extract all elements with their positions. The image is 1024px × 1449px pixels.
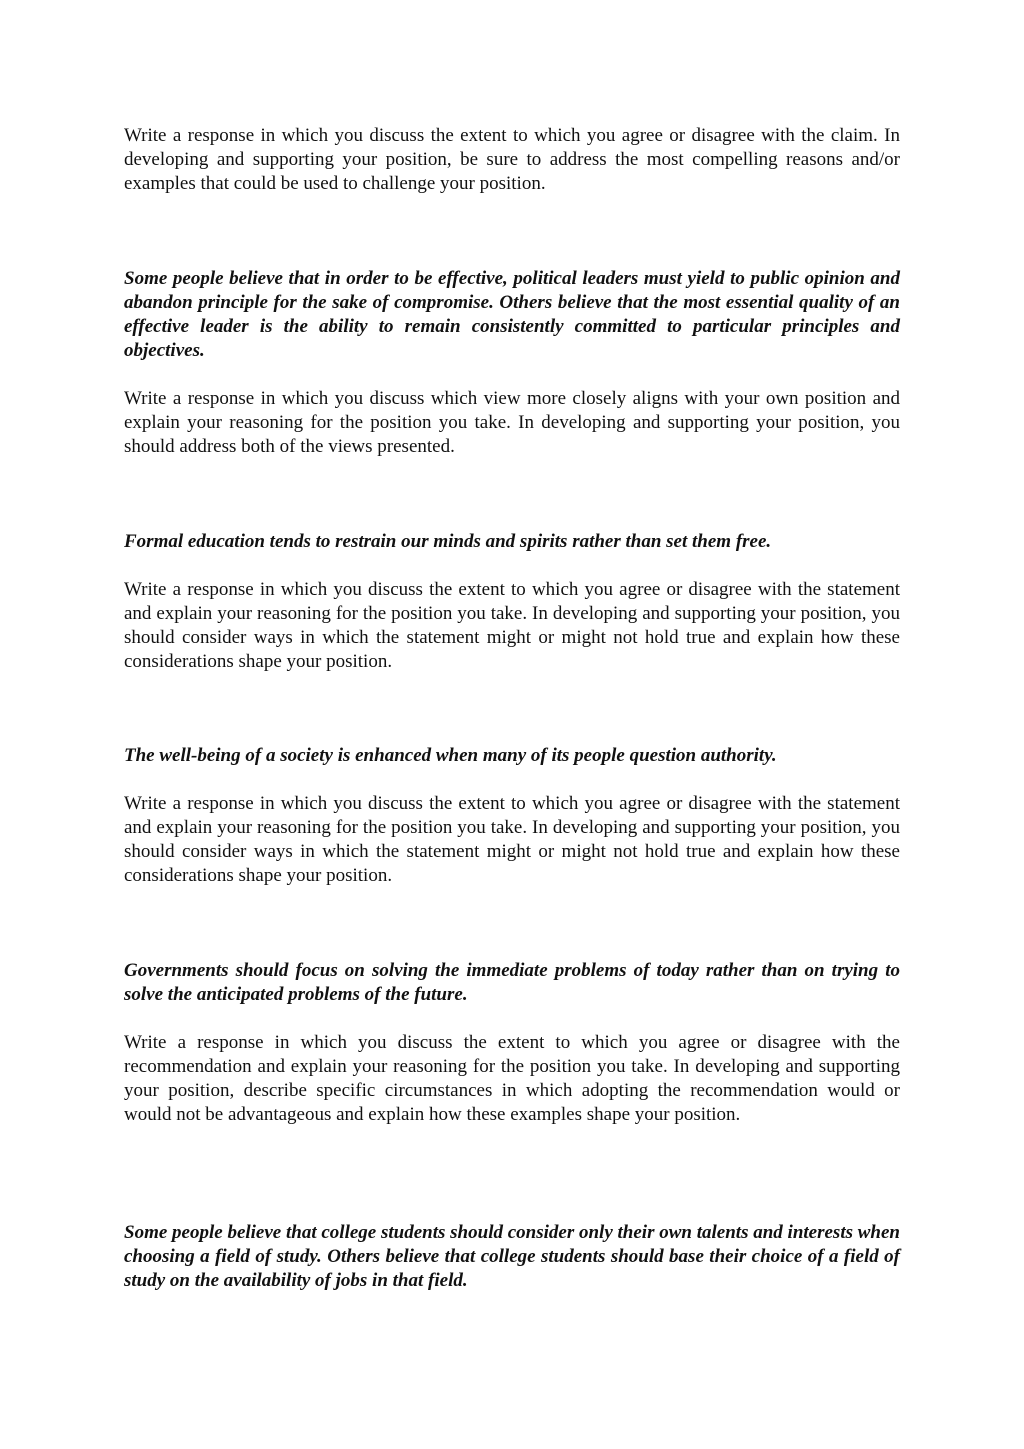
instruction-paragraph: Write a response in which you discuss which view more closely aligns with your own position and explain your reasoning for the position you take. In developing and supporting your position, you should address both of the views presented. [124,388,900,457]
essay-prompt: Formal education tends to restrain our minds and spirits rather than set them free. [124,531,772,552]
essay-prompt: The well-being of a society is enhanced when many of its people question authority. [124,745,777,766]
instruction-paragraph: Write a response in which you discuss the extent to which you agree or disagree with the statement and explain your reasoning for the position you take. In developing and supporting your position, you should consider ways in which the statement might or might not hold true and explain how these considerations shape your position. [124,579,900,672]
essay-prompt: Governments should focus on solving the immediate problems of today rather than on trying to solve the anticipated problems of the future. [124,960,900,1005]
essay-prompt: Some people believe that college students should consider only their own talents and interests when choosing a field of study. Others believe that college students should base their choice of a field of study on the availability of jobs in that field. [124,1222,900,1291]
instruction-paragraph: Write a response in which you discuss the extent to which you agree or disagree with the statement and explain your reasoning for the position you take. In developing and supporting your position, you should consider ways in which the statement might or might not hold true and explain how these considerations shape your position. [124,793,900,886]
instruction-paragraph: Write a response in which you discuss the extent to which you agree or disagree with the claim. In developing and supporting your position, be sure to address the most compelling reasons and/or examples that could be used to challenge your position. [124,125,900,194]
essay-prompt: Some people believe that in order to be effective, political leaders must yield to public opinion and abandon principle for the sake of compromise. Others believe that the most essential quality of an effective leader is the ability to remain consistently committed to particular principles and objectives. [124,268,900,361]
instruction-paragraph: Write a response in which you discuss the extent to which you agree or disagree with the recommendation and explain your reasoning for the position you take. In developing and supporting your position, describe specific circumstances in which adopting the recommendation would or would not be advantageous and explain how these examples shape your position. [124,1032,900,1125]
